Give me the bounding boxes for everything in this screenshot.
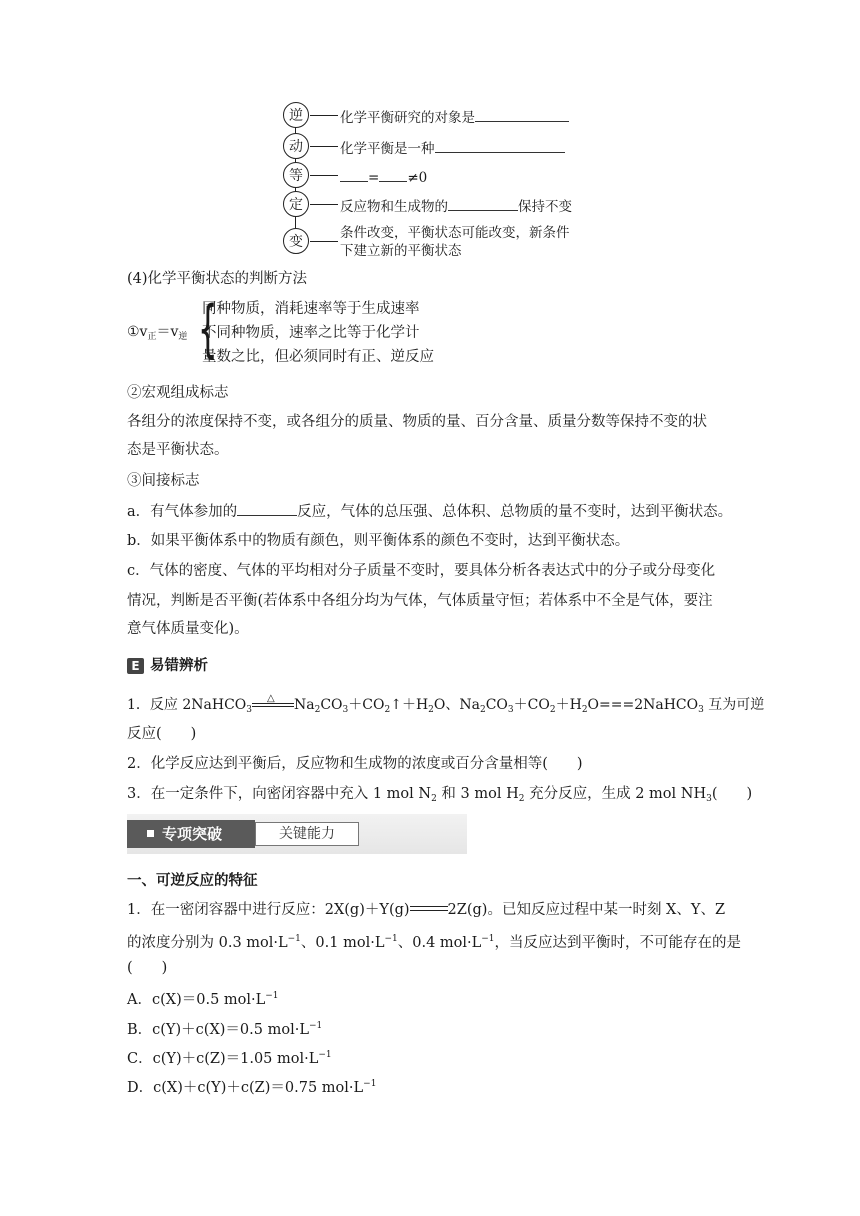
t: 充分反应，生成 2 mol NH [524, 786, 707, 802]
t: C．c(Y)＋c(Z)＝1.05 mol·L [127, 1051, 319, 1067]
t: O、Na [433, 697, 480, 713]
circle-deng: 等 [283, 162, 309, 188]
subscript: 3 [706, 794, 712, 804]
cond-text: ①v [127, 324, 148, 340]
diagram-row-1 [340, 106, 569, 127]
question-2: 2．化学反应达到平衡后，反应物和生成物的浓度或百分含量相等( ) [127, 756, 583, 772]
subscript: 2 [314, 705, 321, 715]
t: 、0.4 mol·L [397, 935, 482, 951]
t: B．c(Y)＋c(X)＝0.5 mol·L [127, 1022, 309, 1038]
paragraph-line [127, 500, 732, 523]
cond-text: ＝v [156, 324, 179, 340]
t: ( ) [711, 786, 753, 802]
text: 反应，气体的总压强、总体积、总物质的量不变时，达到平衡状态。 [297, 504, 733, 520]
t: A．c(X)＝0.5 mol·L [127, 992, 266, 1008]
subscript: 3 [507, 705, 514, 715]
problem-1 [127, 899, 725, 921]
option-a [127, 985, 279, 1011]
section-heading: 易错辨析 [150, 658, 208, 674]
subscript: 2 [479, 705, 486, 715]
fill-blank [448, 195, 518, 211]
error-analysis-icon: E [127, 658, 144, 674]
option-d [127, 1073, 376, 1099]
section-title: (4)化学平衡状态的判断方法 [127, 271, 308, 287]
superscript: −1 [363, 1079, 377, 1089]
fill-blank [379, 166, 407, 182]
diagram-row-4 [340, 195, 572, 216]
t: 1．反应 2NaHCO [127, 697, 247, 713]
paragraph-line: 情况，判断是否平衡(若体系中各组分均为气体，气体质量守恒；若体系中不全是气体，要注 [127, 593, 713, 609]
subscript: 2 [428, 705, 434, 715]
circle-bian: 变 [283, 228, 309, 254]
subscript: 3 [698, 705, 704, 715]
subscript: 2 [431, 794, 437, 804]
circle-dong: 动 [283, 133, 309, 159]
superscript: −1 [287, 934, 301, 944]
t: D．c(X)＋c(Y)＋c(Z)＝0.75 mol·L [127, 1080, 364, 1096]
subscript: 逆 [178, 332, 188, 342]
circle-ding: 定 [283, 191, 309, 217]
question-3 [127, 783, 752, 810]
superscript: −1 [384, 934, 398, 944]
fill-blank [435, 137, 565, 153]
connector-line [310, 146, 338, 147]
subscript: 3 [246, 705, 252, 715]
t: ↑＋H [390, 697, 429, 713]
connector-line [310, 175, 338, 176]
t: 和 3 mol H [436, 786, 519, 802]
diagram-text: 化学平衡研究的对象是 [340, 110, 475, 126]
text: a．有气体参加的 [127, 504, 238, 520]
fill-blank [237, 500, 297, 516]
diagram-text: 化学平衡是一种 [340, 141, 435, 157]
option-b [127, 1015, 322, 1041]
brace-line: 不同种物质，速率之比等于化学计 [202, 325, 420, 341]
banner-label: 专项突破 [162, 825, 223, 843]
subscript: 2 [518, 794, 525, 804]
brace-line: 量数之比，但必须同时有正、逆反应 [202, 349, 434, 365]
diagram-text: 下建立新的平衡状态 [340, 243, 462, 259]
banner-tab-secondary: 关键能力 [255, 822, 359, 846]
equals-sign: = [368, 170, 380, 186]
question-1 [127, 694, 764, 721]
problem-1-line3: ( ) [127, 960, 168, 976]
fill-blank [340, 166, 368, 182]
macro-title: ②宏观组成标志 [127, 385, 229, 401]
equilibrium-arrow-icon [410, 901, 448, 915]
problem-1-line2 [127, 928, 741, 954]
question-1-cont: 反应( ) [127, 726, 197, 742]
subscript: 2 [581, 705, 588, 715]
option-c [127, 1044, 332, 1070]
subscript: 2 [384, 705, 391, 715]
heat-symbol: △ [267, 693, 275, 704]
superscript: −1 [318, 1050, 332, 1060]
t: 互为可逆 [703, 697, 765, 713]
t: 、0.1 mol·L [300, 935, 385, 951]
subscript: 2 [549, 705, 556, 715]
heat-arrow-icon [252, 695, 294, 711]
t: 的浓度分别为 0.3 mol·L [127, 935, 288, 951]
t: ＋CO [348, 697, 385, 713]
t: 3．在一定条件下，向密闭容器中充入 1 mol N [127, 786, 432, 802]
t: ＋H [555, 697, 582, 713]
t: CO [320, 697, 343, 713]
t: O===2NaHCO [587, 697, 699, 713]
rate-condition [127, 321, 187, 348]
paragraph-line: c．气体的密度、气体的平均相对分子质量不变时，要具体分析各表达式中的分子或分母变化 [127, 563, 716, 579]
t: Na [294, 697, 315, 713]
circle-ni: 逆 [283, 102, 309, 128]
subscript: 3 [342, 705, 349, 715]
brace-line: 同种物质，消耗速率等于生成速率 [202, 301, 420, 317]
paragraph-line: 意气体质量变化)。 [127, 621, 249, 637]
diagram-row-2 [340, 137, 565, 158]
banner-tab-primary [127, 820, 255, 848]
indirect-title: ③间接标志 [127, 473, 200, 489]
connector-line [310, 115, 338, 116]
not-zero: ≠0 [407, 170, 428, 186]
superscript: −1 [265, 991, 279, 1001]
fill-blank [475, 106, 569, 122]
t: CO [485, 697, 508, 713]
t: ＋CO [513, 697, 550, 713]
diagram-text: 条件改变，平衡状态可能改变，新条件 [340, 225, 570, 241]
square-icon [147, 830, 154, 837]
t: ，当反应达到平衡时，不可能存在的是 [494, 935, 742, 951]
paragraph-line: 各组分的浓度保持不变，或各组分的质量、物质的量、百分含量、质量分数等保持不变的状 [127, 414, 707, 430]
connector-line [310, 204, 338, 205]
superscript: −1 [481, 934, 495, 944]
diagram-row-3 [340, 166, 427, 187]
paragraph-line: 态是平衡状态。 [127, 442, 229, 458]
diagram-text: 保持不变 [518, 199, 572, 215]
t: 1．在一密闭容器中进行反应：2X(g)＋Y(g) [127, 902, 410, 918]
t: 2Z(g)。已知反应过程中某一时刻 X、Y、Z [447, 902, 726, 918]
superscript: −1 [308, 1021, 323, 1031]
brace-glyph: { [197, 292, 218, 365]
subscript: 正 [147, 332, 157, 342]
paragraph-line: b．如果平衡体系中的物质有颜色，则平衡体系的颜色不变时，达到平衡状态。 [127, 533, 630, 549]
part-heading: 一、可逆反应的特征 [127, 873, 258, 889]
connector-line [310, 241, 338, 242]
diagram-text: 反应物和生成物的 [340, 199, 448, 215]
